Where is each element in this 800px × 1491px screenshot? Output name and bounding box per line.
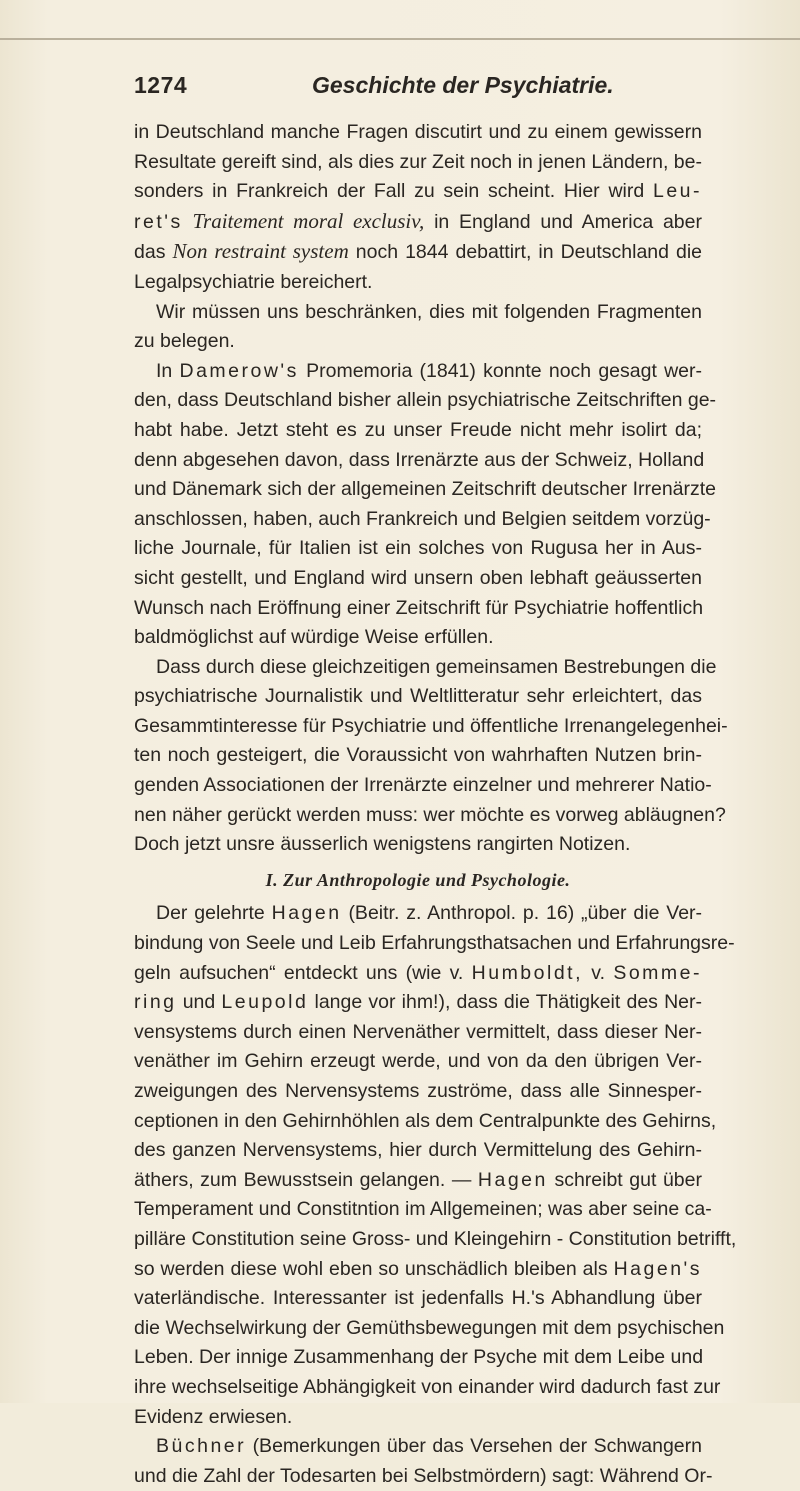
text-line xyxy=(134,988,702,1018)
text-line: ceptionen in den Gehirnhöhlen als dem Centralpunkte des Gehirns, xyxy=(134,1109,717,1132)
text-line xyxy=(134,1166,702,1196)
text-line: sicht gestellt, und England wird unsern oben lebhaft geäusserten xyxy=(134,566,702,589)
person-name: Leu- xyxy=(652,180,702,203)
text-line: psychiatrische Journalistik und Weltlitteratur sehr erleichtert, das xyxy=(134,685,702,708)
text-segment: Der gelehrte xyxy=(156,902,265,925)
text-line: anschlossen, haben, auch Frankreich und Belgien seitdem vorzüg- xyxy=(134,507,711,530)
text-segment: In xyxy=(156,359,173,382)
text-segment: v. xyxy=(591,961,606,984)
person-name: Hagen xyxy=(271,902,342,925)
running-header xyxy=(134,72,694,104)
italic-term: Non restraint system xyxy=(172,239,349,264)
text-line: vensystems durch einen Nervenäther vermittelt, dass dieser Ner- xyxy=(134,1020,702,1043)
text-line xyxy=(134,1255,702,1285)
text-line: Resultate gereift sind, als dies zur Zeit noch in jenen Ländern, be- xyxy=(134,150,702,173)
text-line: zweigungen des Nervensystems zuströme, dass alle Sinnesper- xyxy=(134,1080,702,1102)
person-name: Hagen xyxy=(477,1168,548,1191)
text-line xyxy=(134,207,702,238)
text-line: Evidenz erwiesen. xyxy=(134,1405,293,1428)
person-name: ret's xyxy=(134,210,183,233)
text-line: vaterländische. Interessanter ist jedenfalls H.'s Abhandlung über xyxy=(134,1287,702,1310)
text-line: Dass durch diese gleichzeitigen gemeinsamen Bestrebungen die xyxy=(156,655,717,678)
text-line: nen näher gerückt werden muss: wer möchte es vorweg abläugnen? xyxy=(134,803,726,826)
person-name: ring xyxy=(134,991,177,1014)
section-heading: I. Zur Anthropologie und Psychologie. xyxy=(265,869,571,890)
text-segment: äthers, zum Bewusstsein gelangen. — xyxy=(134,1168,472,1191)
text-line: und die Zahl der Todesarten bei Selbstmördern) sagt: Während Or- xyxy=(134,1464,713,1487)
text-line xyxy=(134,177,702,207)
text-line: denn abgesehen davon, dass Irrenärzte aus der Schweiz, Holland xyxy=(134,448,705,471)
text-line: Gesammtinteresse für Psychiatrie und öffentliche Irrenangelegenhei- xyxy=(134,714,728,737)
text-line: Doch jetzt unsre äusserlich wenigstens rangirten Notizen. xyxy=(134,833,631,856)
text-line: pilläre Constitution seine Gross- und Kleingehirn - Constitution betrifft, xyxy=(134,1227,737,1250)
italic-term: Traitement moral exclusiv, xyxy=(192,208,425,233)
body-text xyxy=(134,118,737,1491)
text-line: und Dänemark sich der allgemeinen Zeitschrift deutscher Irrenärzte xyxy=(134,478,717,501)
top-edge-rule xyxy=(0,38,800,40)
text-line: Temperament und Constitntion im Allgemeinen; was aber seine ca- xyxy=(134,1198,712,1221)
text-line: den, dass Deutschland bisher allein psychiatrische Zeitschriften ge- xyxy=(134,389,717,412)
text-line: bindung von Seele und Leib Erfahrungsthatsachen und Erfahrungsre- xyxy=(134,932,735,955)
text-line xyxy=(134,899,702,929)
text-segment: lange vor ihm!), dass die Thätigkeit des Ner- xyxy=(314,991,702,1014)
text-line: zu belegen. xyxy=(134,330,235,353)
text-line: des ganzen Nervensystems, hier durch Vermittelung des Gehirn- xyxy=(134,1139,702,1162)
text-segment: Promemoria (1841) konnte noch gesagt wer- xyxy=(306,359,703,382)
running-title: Geschichte der Psychiatrie. xyxy=(312,72,614,98)
person-name: Damerow's xyxy=(179,359,299,382)
text-line: die Wechselwirkung der Gemüthsbewegungen mit dem psychischen xyxy=(134,1316,725,1339)
text-line: Legalpsychiatrie bereichert. xyxy=(134,270,373,293)
text-segment: (Bemerkungen über das Versehen der Schwangern xyxy=(252,1435,702,1458)
text-line: baldmöglichst auf würdige Weise erfüllen. xyxy=(134,626,494,649)
text-segment: (Beitr. z. Anthropol. p. 16) „über die Ver- xyxy=(348,902,703,925)
text-line xyxy=(134,1432,702,1462)
person-name: Humboldt, xyxy=(471,961,584,984)
text-line: ihre wechselseitige Abhängigkeit von einander wird dadurch fast zur xyxy=(134,1375,721,1398)
text-line: habt habe. Jetzt steht es zu unser Freude nicht mehr isolirt da; xyxy=(134,418,702,441)
text-line: Wunsch nach Eröffnung einer Zeitschrift für Psychiatrie hoffentlich xyxy=(134,596,704,619)
text-line: Leben. Der innige Zusammenhang der Psyche mit dem Leibe und xyxy=(134,1346,704,1369)
text-segment: so werden diese wohl eben so unschädlich bleiben als xyxy=(134,1257,608,1280)
page-number: 1274 xyxy=(134,72,188,98)
text-segment: und xyxy=(182,991,216,1014)
text-line xyxy=(134,357,702,387)
text-segment: noch 1844 debattirt, in Deutschland die xyxy=(355,241,703,264)
text-segment: schreibt gut über xyxy=(554,1168,702,1191)
text-line: ten noch gesteigert, die Voraussicht von wahrhaften Nutzen brin- xyxy=(134,744,702,767)
person-name: Hagen's xyxy=(613,1257,703,1280)
text-segment: das xyxy=(134,241,166,264)
text-line: Wir müssen uns beschränken, dies mit folgenden Fragmenten xyxy=(156,300,702,323)
person-name: Büchner xyxy=(156,1435,247,1458)
text-segment: in England und America aber xyxy=(434,210,702,233)
text-line: in Deutschland manche Fragen discutirt und zu einem gewissern xyxy=(134,121,702,143)
person-name: Somme- xyxy=(613,961,702,984)
text-line xyxy=(134,959,702,989)
text-segment: sonders in Frankreich der Fall zu sein scheint. Hier wird xyxy=(134,180,645,203)
person-name: Leupold xyxy=(221,991,309,1014)
text-line: liche Journale, für Italien ist ein solches von Rugusa her in Aus- xyxy=(134,537,702,560)
text-line xyxy=(134,237,702,268)
text-line: venäther im Gehirn erzeugt werde, und von da den übrigen Ver- xyxy=(134,1050,702,1073)
text-line: genden Associationen der Irrenärzte einzelner und mehrerer Natio- xyxy=(134,774,712,797)
text-segment: geln aufsuchen“ entdeckt uns (wie v. xyxy=(134,961,464,984)
